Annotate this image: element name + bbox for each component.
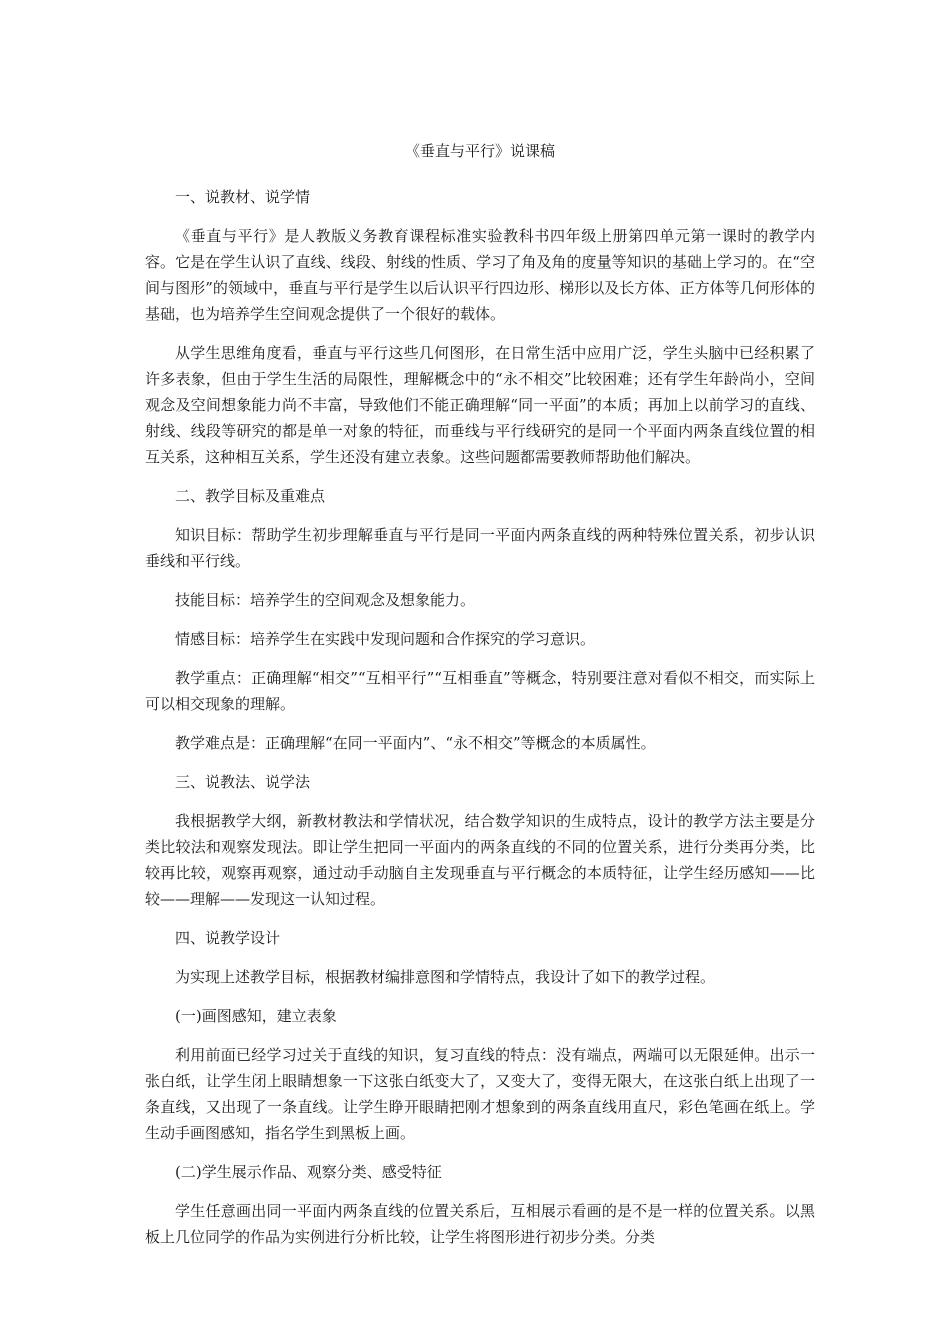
document-title: 《垂直与平行》说课稿	[404, 142, 555, 160]
paragraph: 教学难点是：正确理解“在同一平面内”、“永不相交”等概念的本质属性。	[175, 734, 656, 752]
paragraph: (二)学生展示作品、观察分类、感受特征	[175, 1163, 442, 1181]
paragraph: 为实现上述教学目标，根据教材编排意图和学情特点，我设计了如下的教学过程。	[175, 968, 716, 986]
paragraph: 情感目标：培养学生在实践中发现问题和合作探究的学习意识。	[175, 630, 596, 648]
section-heading: 四、说教学设计	[175, 929, 281, 947]
paragraph: (一)画图感知，建立表象	[175, 1007, 337, 1025]
paragraph: 教学重点：正确理解“相交”“互相平行”“互相垂直”等概念，特别要注意对看似不相交，而实际上可以相交现象的理解。	[145, 669, 815, 713]
paragraph: 我根据教学大纲，新教材教法和学情状况，结合数学知识的生成特点，设计的教学方法主要是分类比较法和观察发现法。即让学生把同一平面内的两条直线的不同的位置关系，进行分类再分类，比较再比较，观察再观察，通过动手动脑自主发现垂直与平行概念的本质特征，让学生经历感知——比较——理解——发现这一认知过程。	[145, 812, 815, 908]
paragraph: 学生任意画出同一平面内两条直线的位置关系后，互相展示看画的是不是一样的位置关系。以黑板上几位同学的作品为实例进行分析比较，让学生将图形进行初步分类。分类	[145, 1202, 815, 1246]
paragraph: 知识目标：帮助学生初步理解垂直与平行是同一平面内两条直线的两种特殊位置关系，初步认识垂线和平行线。	[145, 526, 815, 570]
section-heading: 一、说教材、说学情	[175, 188, 311, 206]
paragraph: 技能目标：培养学生的空间观念及想象能力。	[175, 591, 476, 609]
paragraph: 从学生思维角度看，垂直与平行这些几何图形，在日常生活中应用广泛，学生头脑中已经积累了许多表象，但由于学生生活的局限性，理解概念中的“永不相交”比较困难；还有学生年龄尚小，空间观念及空间想象能力尚不丰富，导致他们不能正确理解“同一平面”的本质；再加上以前学习的直线、射线、线段等研究的都是单一对象的特征，而垂线与平行线研究的是同一个平面内两条直线位置的相互关系，这种相互关系，学生还没有建立表象。这些问题都需要教师帮助他们解决。	[145, 344, 815, 466]
section-heading: 二、教学目标及重难点	[175, 487, 326, 505]
paragraph: 《垂直与平行》是人教版义务教育课程标准实验教科书四年级上册第四单元第一课时的教学内容。它是在学生认识了直线、线段、射线的性质、学习了角及角的度量等知识的基础上学习的。在“空间与图形”的领域中，垂直与平行是学生以后认识平行四边形、梯形以及长方体、正方体等几何形体的基础，也为培养学生空间观念提供了一个很好的载体。	[145, 227, 815, 323]
section-heading: 三、说教法、说学法	[175, 773, 311, 791]
document-content	[145, 138, 815, 1263]
paragraph: 利用前面已经学习过关于直线的知识，复习直线的特点：没有端点，两端可以无限延伸。出示一张白纸，让学生闭上眼睛想象一下这张白纸变大了，又变大了，变得无限大，在这张白纸上出现了一条直线，又出现了一条直线。让学生睁开眼睛把刚才想象到的两条直线用直尺，彩色笔画在纸上。学生动手画图感知，指名学生到黑板上画。	[145, 1046, 815, 1142]
